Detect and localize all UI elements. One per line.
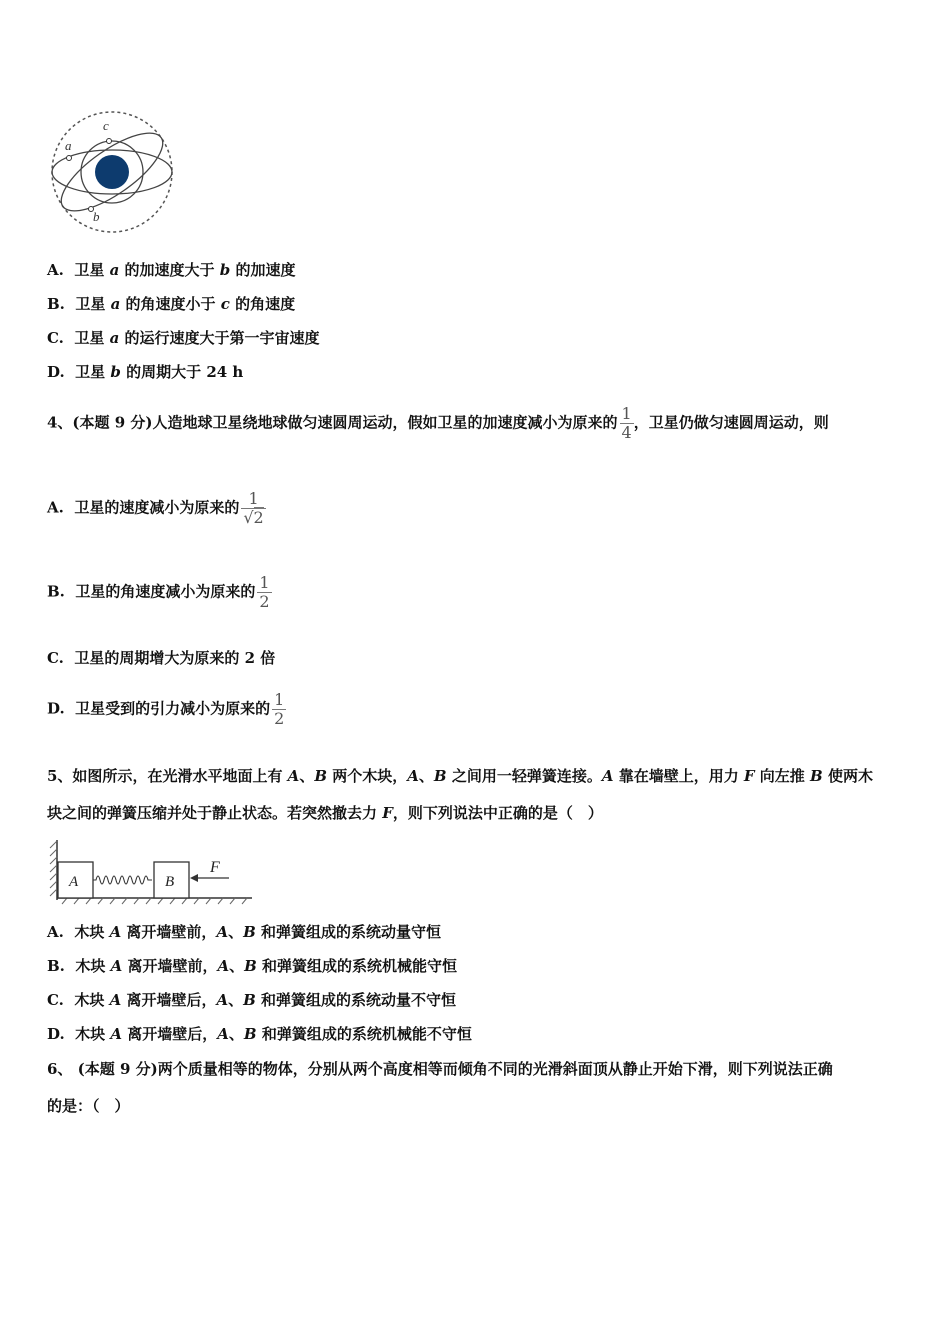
satellite-a-dot (67, 156, 72, 161)
force-label: F (210, 859, 220, 876)
label-b: b (93, 209, 100, 224)
q3-option-d: D. 卫星 b 的周期大于 24 h (47, 363, 244, 381)
q4-option-c: C. 卫星的周期增大为原来的 2 倍 (47, 649, 276, 667)
fraction-one-half: $\frac{1}{2}$ (274, 690, 285, 728)
q5-option-d: D. 木块 A 离开墙壁后，A、B 和弹簧组成的系统机械能不守恒 (47, 1025, 472, 1043)
q4-option-d: D. 卫星受到的引力减小为原来的 $\frac{1}{2}$ (47, 690, 285, 728)
q5-stem-line1: 5、如图所示，在光滑水平地面上有 A、B 两个木块，A、B 之间用一轻弹簧连接。A 靠在墙壁上，用力 F 向左推 B 使两木 (47, 767, 873, 785)
fraction-one-half: $\frac{1}{2}$ (259, 573, 270, 611)
block-b-label: B (165, 874, 175, 890)
q3-option-b: B. 卫星 a 的角速度小于 c 的角速度 (47, 295, 296, 313)
orbit-figure (45, 105, 180, 240)
satellite-c-dot (107, 139, 112, 144)
q5-stem-line2: 块之间的弹簧压缩并处于静止状态。若突然撤去力 F，则下列说法中正确的是（ ） (47, 804, 603, 822)
block-a-label: A (69, 874, 79, 890)
q4-option-a: A. 卫星的速度减小为原来的 $\frac{1}{√2}$ (47, 489, 264, 527)
q6-stem-line1: 6、 (本题 9 分)两个质量相等的物体，分别从两个高度相等而倾角不同的光滑斜面顶从静止开始下滑，则下列说法正确 (47, 1060, 833, 1078)
q4-option-b: B. 卫星的角速度减小为原来的 $\frac{1}{2}$ (47, 573, 270, 611)
label-c: c (103, 118, 109, 133)
label-a: a (65, 138, 72, 153)
q6-stem-line2: 的是：（ ） (47, 1097, 130, 1115)
fraction-one-quarter: $\frac{1}{4}$ (621, 404, 632, 442)
force-arrowhead (190, 874, 198, 882)
spring-blocks-figure (47, 838, 257, 908)
earth (95, 155, 129, 189)
wall-hatching (50, 841, 57, 896)
q4-stem: 4、(本题 9 分)人造地球卫星绕地球做匀速圆周运动，假如卫星的加速度减小为原来的 $\frac{1}{4}$ ，卫星仍做匀速圆周运动，则 (47, 404, 829, 442)
q5-option-c: C. 木块 A 离开墙壁后，A、B 和弹簧组成的系统动量不守恒 (47, 991, 457, 1009)
q5-option-a: A. 木块 A 离开墙壁前，A、B 和弹簧组成的系统动量守恒 (47, 923, 442, 941)
q3-option-c: C. 卫星 a 的运行速度大于第一宇宙速度 (47, 329, 320, 347)
ground-hatching (62, 898, 247, 904)
fraction-one-over-sqrt-two: $\frac{1}{√2}$ (243, 489, 264, 527)
q5-option-b: B. 木块 A 离开墙壁前，A、B 和弹簧组成的系统机械能守恒 (47, 957, 458, 975)
spring (93, 876, 152, 884)
q3-option-a: A. 卫星 a 的加速度大于 b 的加速度 (47, 261, 296, 279)
